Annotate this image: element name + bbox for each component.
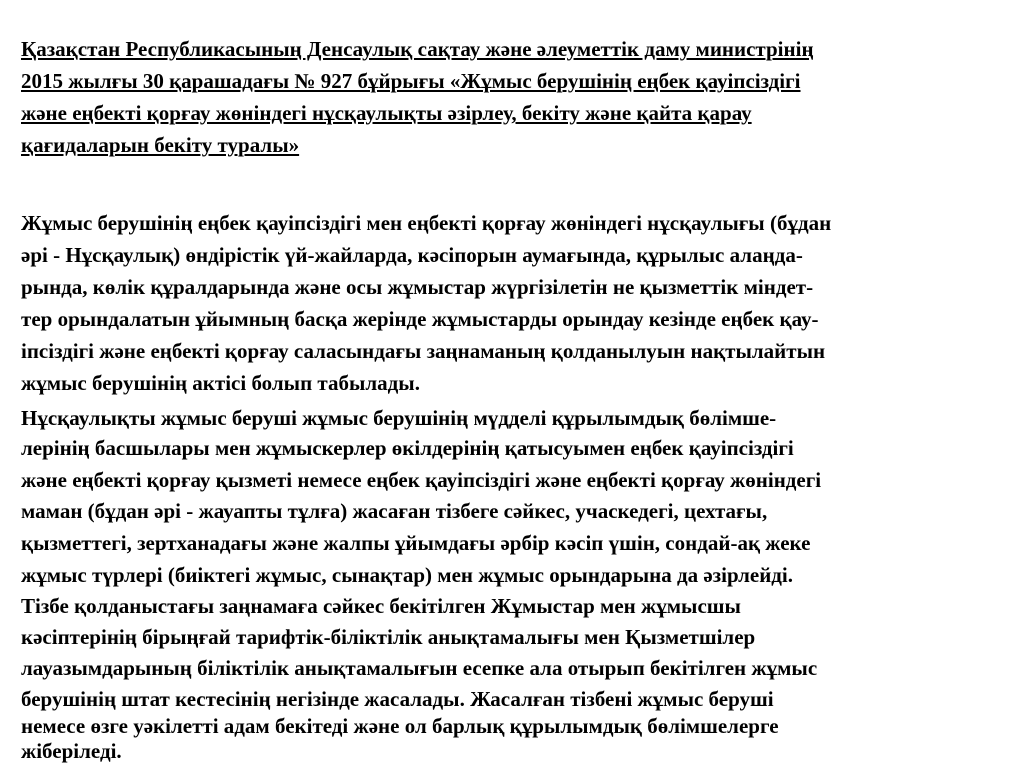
paragraph-line: әрі - Нұсқаулық) өндірістік үй-жайларда, кәсіпорын аумағында, құрылыс алаңда- (21, 243, 803, 267)
paragraph-line: Жұмыс берушінің еңбек қауіпсіздігі мен еңбекті қорғау жөніндегі нұсқаулығы (бұдан (21, 211, 832, 235)
paragraph-line: жұмыс түрлері (биіктегі жұмыс, сынақтар) мен жұмыс орындарына да әзірлейді. (21, 563, 794, 587)
paragraph-line: кәсіптерінің бірыңғай тарифтік-біліктілік анықтамалығы мен Қызметшілер (21, 625, 756, 649)
paragraph-line: Нұсқаулықты жұмыс беруші жұмыс берушінің мүдделі құрылымдық бөлімше- (21, 406, 777, 430)
paragraph-line: тер орындалатын ұйымның басқа жерінде жұмыстарды орындау кезінде еңбек қау- (21, 307, 819, 331)
paragraph-line: және еңбекті қорғау қызметі немесе еңбек қауіпсіздігі және еңбекті қорғау жөніндегі (21, 468, 822, 492)
paragraph-line: лауазымдарының біліктілік анықтамалығын есепке ала отырып бекітілген жұмыс (21, 656, 818, 680)
paragraph-line: іпсіздігі және еңбекті қорғау саласындағы заңнаманың қолданылуын нақтылайтын (21, 339, 826, 363)
paragraph-line: немесе өзге уәкілетті адам бекітеді және ол барлық құрылымдық бөлімшелерге (21, 714, 779, 738)
paragraph-line: жұмыс берушінің актісі болып табылады. (21, 371, 420, 395)
paragraph-line: берушінің штат кестесінің негізінде жасалады. Жасалған тізбені жұмыс беруші (21, 687, 774, 711)
paragraph-line: қызметтегі, зертханадағы және жалпы ұйымдағы әрбір кәсіп үшін, сондай-ақ жеке (21, 531, 811, 555)
title-line: қағидаларын бекіту туралы» (21, 133, 300, 157)
paragraph-line: лерінің басшылары мен жұмыскерлер өкілдерінің қатысуымен еңбек қауіпсіздігі (21, 436, 794, 460)
paragraph-line: Тізбе қолданыстағы заңнамаға сәйкес бекітілген Жұмыстар мен жұмысшы (21, 594, 741, 618)
title-line: Қазақстан Республикасының Денсаулық сақтау және әлеуметтік даму министрінің (21, 37, 814, 61)
paragraph-line: рында, көлік құралдарында және осы жұмыстар жүргізілетін не қызметтік міндет- (21, 275, 814, 299)
title-line: және еңбекті қорғау жөніндегі нұсқаулықты әзірлеу, бекіту және қайта қарау (21, 101, 752, 125)
paragraph-line: маман (бұдан әрі - жауапты тұлға) жасаған тізбеге сәйкес, учаскедегі, цехтағы, (21, 499, 768, 523)
paragraph-line: жіберіледі. (21, 739, 122, 763)
title-line: 2015 жылғы 30 қарашадағы № 927 бұйрығы «Жұмыс берушінің еңбек қауіпсіздігі (21, 69, 801, 93)
